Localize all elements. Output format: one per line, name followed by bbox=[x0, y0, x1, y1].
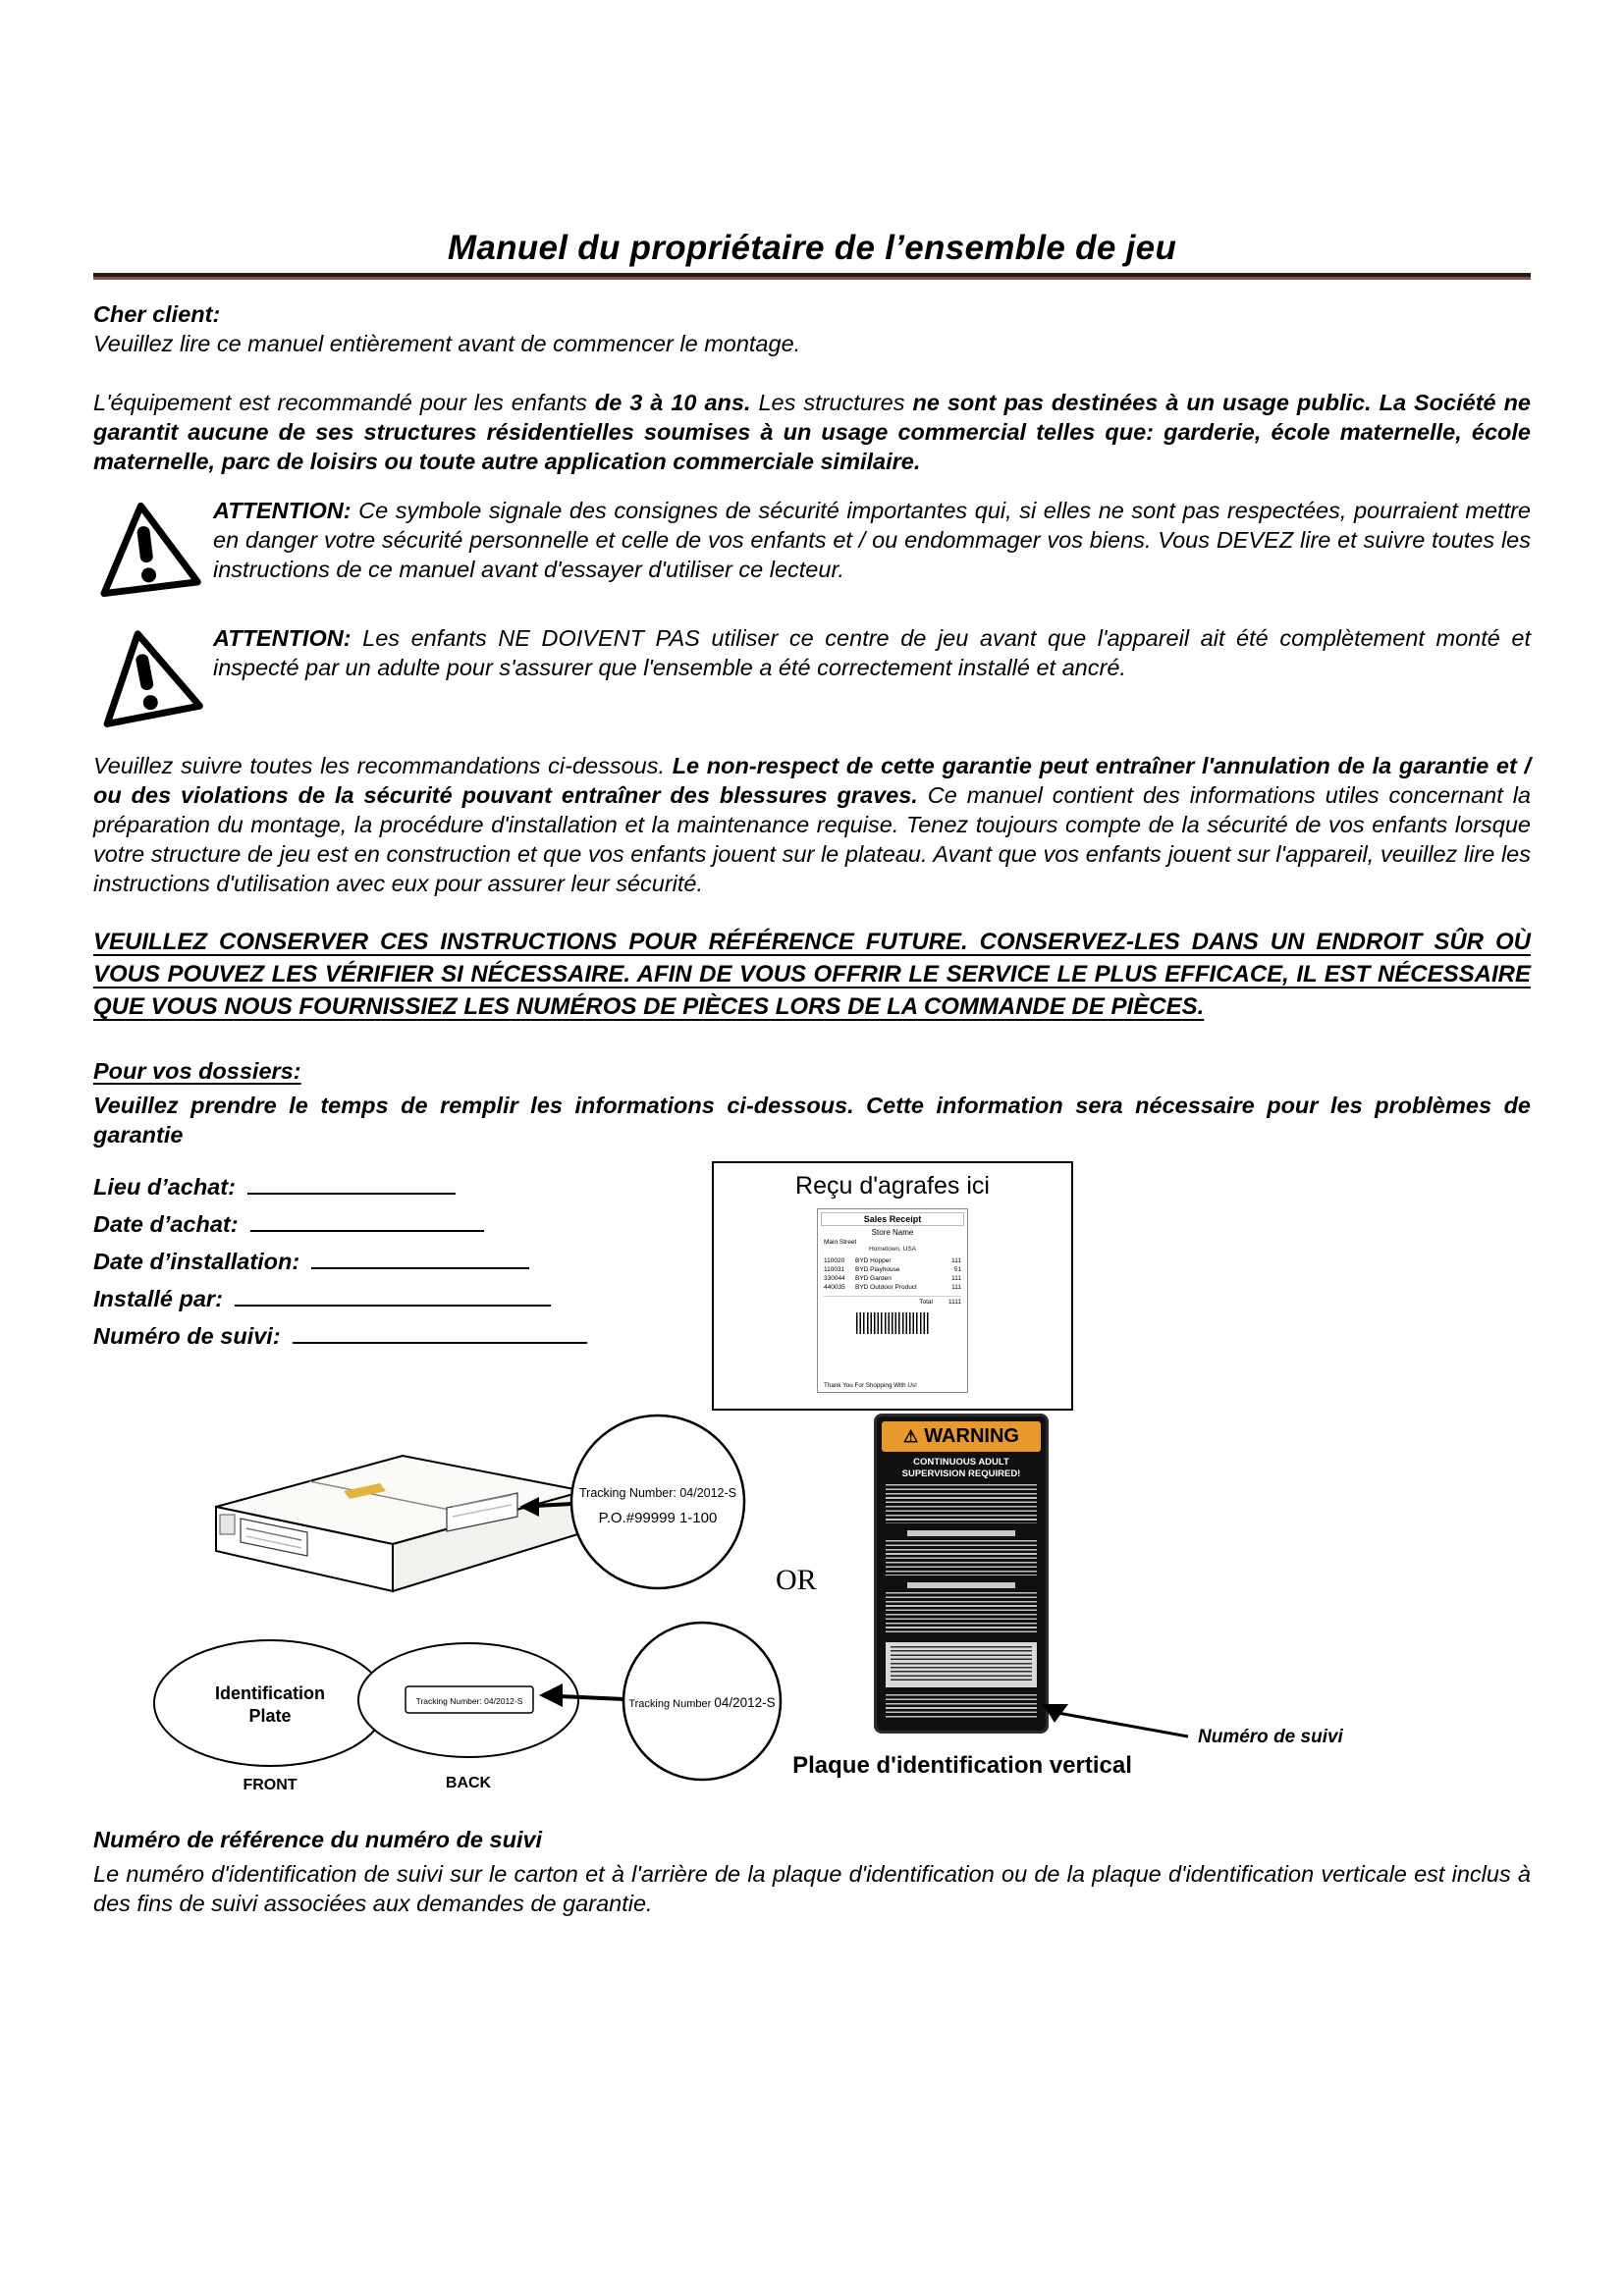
placard-warning-band bbox=[882, 1421, 1041, 1452]
warning-triangle-icon: ⚠ bbox=[903, 1427, 919, 1446]
id-plate-text-line1: Identification bbox=[215, 1683, 325, 1703]
warning-text-2 bbox=[213, 623, 1531, 682]
receipt-row bbox=[824, 1257, 961, 1264]
receipt-total-value: 1111 bbox=[947, 1299, 961, 1306]
warning-triangle-icon bbox=[93, 623, 213, 725]
field-label: Date d’installation: bbox=[93, 1249, 300, 1274]
carton-side-sticker bbox=[220, 1515, 235, 1534]
receipt-store-name: Store Name bbox=[871, 1228, 914, 1237]
page-title: Manuel du propriétaire de l’ensemble de jeu bbox=[447, 229, 1177, 267]
receipt-item-price: 111 bbox=[951, 1284, 961, 1291]
placard-caption: Plaque d'identification vertical bbox=[792, 1752, 1132, 1779]
read-first-line: Veuillez lire ce manuel entièrement avant de commencer le montage. bbox=[93, 331, 801, 356]
field-blank-line bbox=[235, 1283, 551, 1307]
receipt-item-price: 111 bbox=[951, 1257, 961, 1264]
receipt-address: Main Street bbox=[824, 1239, 857, 1246]
tracking-number-pointer bbox=[1041, 1701, 1365, 1752]
paragraph-equipment bbox=[93, 388, 1531, 476]
field-label: Installé par: bbox=[93, 1286, 223, 1311]
receipt-item-price: 111 bbox=[951, 1275, 961, 1282]
field-row-purchase-place bbox=[93, 1171, 587, 1208]
receipt-item-code: 110020 bbox=[824, 1257, 845, 1264]
equipment-run-4: ne sont pas destinées à un usage public. La Société ne garantit aucune de ses structures résidentielles soumises à un usage commercial telles que: garderie, école maternelle, école maternelle, parc de loisirs ou toute autre application commerciale similaire. bbox=[93, 390, 1531, 474]
id-plate-text-line2: Plate bbox=[248, 1706, 292, 1726]
receipt-total-label: Total bbox=[919, 1299, 933, 1306]
placard-contact-text bbox=[891, 1646, 1032, 1683]
carton-tracking-number-text: Tracking Number: 04/2012-S bbox=[578, 1486, 737, 1500]
tracking-number-diagram bbox=[93, 1409, 1531, 1811]
plate-tracking-text: Tracking Number: 04/2012-S bbox=[415, 1696, 523, 1706]
placard-supervision-text: CONTINUOUS ADULT SUPERVISION REQUIRED! bbox=[901, 1457, 1021, 1479]
field-blank-line bbox=[250, 1208, 484, 1232]
footer-paragraph: Le numéro d'identification de suivi sur le carton et à l'arrière de la plaque d'identification ou de la plaque d'identification verticale est inclus à des fins de suivi associées aux demandes de garantie. bbox=[93, 1861, 1531, 1916]
warning-triangle-icon bbox=[93, 496, 213, 598]
field-blank-line bbox=[247, 1171, 456, 1195]
receipt-thanks: Thank You For Shopping With Us! bbox=[824, 1382, 917, 1389]
receipt-header: Sales Receipt bbox=[821, 1212, 964, 1226]
warning-label-1: ATTENTION: bbox=[213, 498, 352, 523]
warning-text-1 bbox=[213, 496, 1531, 584]
recommendations-run-1: Veuillez suivre toutes les recommandations ci-dessous. bbox=[93, 753, 673, 778]
footer-heading: Numéro de référence du numéro de suivi bbox=[93, 1827, 543, 1852]
receipt-item-name: BYD Garden bbox=[855, 1275, 892, 1282]
placard-body-text bbox=[886, 1540, 1037, 1575]
equipment-run-3: Les structures bbox=[750, 390, 913, 415]
recommendations-run-3: Ce manuel contient des informations utiles concernant la préparation du montage, la procédure d'installation et la maintenance requise. Tenez toujours compte de la sécurité de vos enfants lorsque votre structure de jeu est en construction et que vos enfants jouent sur le plateau. Avant que vos enfants jouent sur l'appareil, veuillez lire les instructions d'utilisation avec eux pour assurer leur sécurité. bbox=[93, 782, 1531, 896]
field-blank-line bbox=[293, 1320, 587, 1344]
identification-plate-front bbox=[154, 1640, 386, 1793]
field-label: Numéro de suivi: bbox=[93, 1323, 281, 1349]
placard-warning-title: WARNING bbox=[924, 1425, 1019, 1447]
field-label: Lieu d’achat: bbox=[93, 1174, 236, 1200]
front-label: FRONT bbox=[243, 1777, 298, 1793]
receipt-city: Hometown, USA bbox=[868, 1246, 917, 1253]
warning-label-2: ATTENTION: bbox=[213, 625, 352, 651]
placard-body-text bbox=[886, 1592, 1037, 1635]
receipt-line-items bbox=[824, 1257, 961, 1291]
receipt-item-name: BYD Outdoor Product bbox=[855, 1284, 917, 1291]
tracking-number-label: Numéro de suivi bbox=[1198, 1727, 1343, 1747]
field-label: Date d’achat: bbox=[93, 1211, 239, 1237]
receipt-row bbox=[824, 1284, 961, 1291]
recommendations-run-2: Le non-respect de cette garantie peut entraîner l'annulation de la garantie et / ou des violations de la sécurité pouvant entraîner des blessures graves. bbox=[93, 753, 1532, 808]
or-label: OR bbox=[776, 1564, 817, 1596]
warning-placard bbox=[874, 1414, 1049, 1734]
title-rule bbox=[93, 273, 1531, 280]
receipt-item-code: 440035 bbox=[824, 1284, 845, 1291]
tracking-prefix: Tracking Number bbox=[628, 1698, 715, 1710]
placard-body-text bbox=[886, 1694, 1037, 1720]
receipt-item-name: BYD Playhouse bbox=[855, 1266, 900, 1273]
equipment-run-1: L'équipement est recommandé pour les enfants bbox=[93, 390, 595, 415]
receipt-row bbox=[824, 1275, 961, 1282]
records-and-diagram-region bbox=[93, 1161, 1531, 1811]
warning-body-1: Ce symbole signale des consignes de sécurité importantes qui, si elles ne sont pas respectées, pourraient mettre en danger votre sécurité personnelle et celle de vos enfants et / ou endommager vos biens. Vous DEVEZ lire et suivre toutes les instructions de ce manuel avant d'essayer d'utiliser ce lecteur. bbox=[213, 498, 1531, 582]
plate-tracking-zoom-text bbox=[628, 1695, 775, 1710]
receipt-row bbox=[824, 1266, 961, 1273]
record-fields bbox=[93, 1171, 587, 1358]
field-row-install-date bbox=[93, 1246, 587, 1283]
receipt-item-code: 110031 bbox=[824, 1266, 845, 1273]
field-row-installed-by bbox=[93, 1283, 587, 1320]
back-label: BACK bbox=[445, 1775, 492, 1791]
placard-body-text bbox=[886, 1484, 1037, 1523]
warning-block-2 bbox=[93, 623, 1531, 725]
paragraph-recommendations bbox=[93, 751, 1531, 898]
salutation-block bbox=[93, 299, 1531, 358]
field-blank-line bbox=[311, 1246, 529, 1269]
keep-instructions: VEUILLEZ CONSERVER CES INSTRUCTIONS POUR RÉFÉRENCE FUTURE. CONSERVEZ-LES DANS UN ENDROIT SÛR OÙ VOUS POUVEZ LES VÉRIFIER SI NÉCESSAIRE. AFIN DE VOUS OFFRIR LE SERVICE LE PLUS EFFICACE, IL EST NÉCESSAIRE QUE VOUS NOUS FOURNISSIEZ LES NUMÉROS DE PIÈCES LORS DE LA COMMANDE DE PIÈCES. bbox=[93, 929, 1531, 1020]
warning-body-2: Les enfants NE DOIVENT PAS utiliser ce centre de jeu avant que l'appareil ait été complètement monté et inspecté par un adulte pour s'assurer que l'ensemble a été correctement installé et ancré. bbox=[213, 625, 1531, 680]
identification-plate-back bbox=[358, 1643, 578, 1791]
records-heading: Pour vos dossiers: bbox=[93, 1058, 301, 1084]
receipt-total-row bbox=[824, 1296, 961, 1306]
carton-and-plate-illustration bbox=[123, 1409, 830, 1801]
sales-receipt bbox=[817, 1208, 968, 1393]
receipt-box-title: Reçu d'agrafes ici bbox=[795, 1172, 990, 1200]
field-row-tracking-number bbox=[93, 1320, 587, 1358]
placard-section-heading bbox=[907, 1530, 1015, 1536]
receipt-item-code: 330044 bbox=[824, 1275, 845, 1282]
receipt-item-price: 51 bbox=[953, 1266, 961, 1273]
placard-section-heading bbox=[907, 1582, 1015, 1588]
equipment-run-2: de 3 à 10 ans. bbox=[594, 390, 751, 415]
receipt-barcode bbox=[856, 1312, 929, 1334]
field-row-purchase-date bbox=[93, 1208, 587, 1246]
receipt-staple-box bbox=[712, 1161, 1073, 1411]
carton-box bbox=[216, 1456, 584, 1591]
tracking-value: 04/2012-S bbox=[714, 1695, 776, 1710]
warning-block-1 bbox=[93, 496, 1531, 598]
placard-contact-block bbox=[886, 1642, 1037, 1687]
records-intro: Veuillez prendre le temps de remplir les informations ci-dessous. Cette information sera nécessaire pour les problèmes de garantie bbox=[93, 1093, 1531, 1148]
receipt-item-name: BYD Hopper bbox=[855, 1257, 892, 1264]
salutation: Cher client: bbox=[93, 301, 221, 327]
carton-po-number-text: P.O.#99999 1-100 bbox=[598, 1510, 718, 1526]
